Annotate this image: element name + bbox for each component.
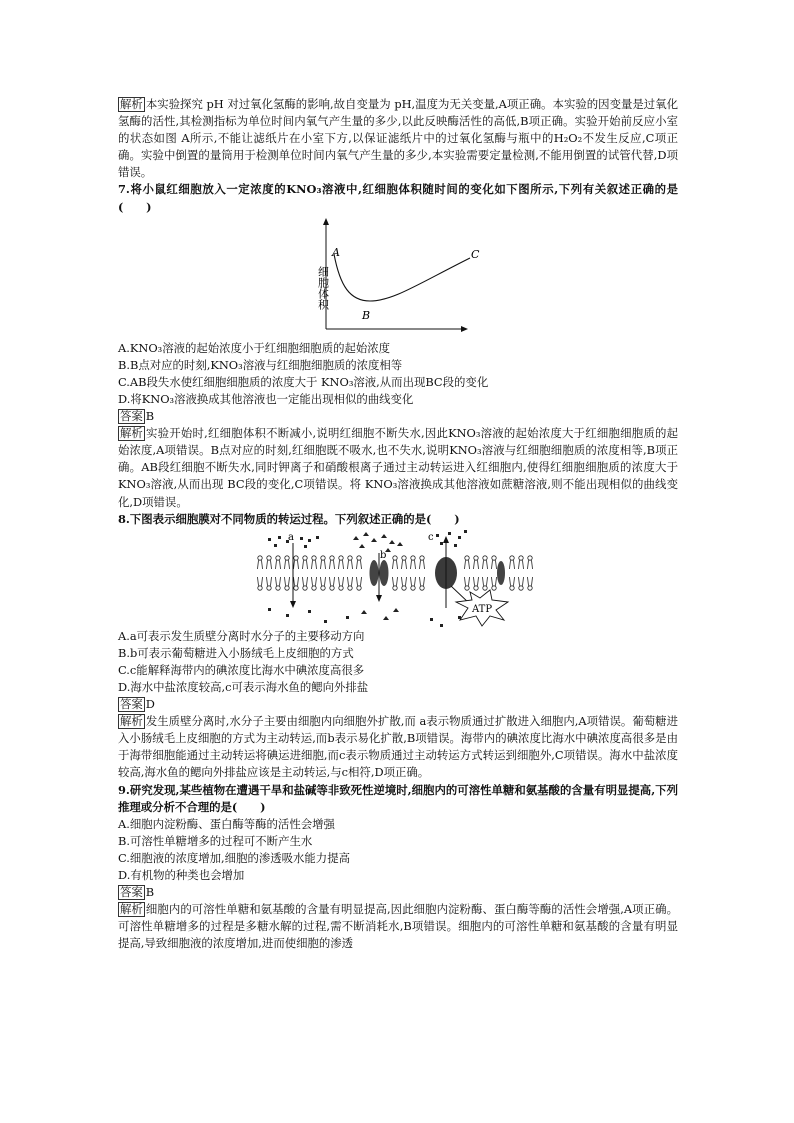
solute-particle xyxy=(448,532,451,535)
lipid-head xyxy=(492,585,496,589)
lipid-head xyxy=(402,585,406,589)
analysis-tag: 解析 xyxy=(120,902,143,917)
solute-particle xyxy=(274,544,277,547)
solute-particle xyxy=(430,618,433,621)
q9-answer xyxy=(118,884,678,901)
q8-answer xyxy=(118,696,678,713)
x-axis-arrow xyxy=(461,326,468,332)
solute-particle xyxy=(278,536,281,539)
lipid-tail xyxy=(276,560,281,569)
lipid-head xyxy=(339,555,343,559)
lipid-head xyxy=(321,555,325,559)
channel-protein-right xyxy=(380,560,389,586)
lipid-head xyxy=(519,555,523,559)
lipid-head xyxy=(411,585,415,589)
q8-stem: 8.下图表示细胞膜对不同物质的转运过程。下列叙述正确的是( ) xyxy=(118,511,460,526)
q6-analysis xyxy=(118,96,678,181)
lipid-head xyxy=(528,555,532,559)
channel-protein-left xyxy=(370,560,379,586)
q8-option-a: A.a可表示发生质壁分离时水分子的主要移动方向 xyxy=(118,628,365,643)
q9-option-b: B.可溶性单糖增多的过程可不断产生水 xyxy=(118,833,313,848)
lipid-tail xyxy=(402,577,407,586)
analysis-text: 本实验探究 pH 对过氧化氢酶的影响,故自变量为 pH,温度为无关变量,A项正确。本实验的因变量是过氧化氢酶的活性,其检测指标为单位时间内氧气产生量的多少,以此反映酶活性的高低,B项正确。实验开始前反应小室的状态如图 A所示,不能让滤纸片在小室下方,以保证滤纸片中的过氧化氢酶与瓶中的H₂O₂不发生反应,C项正确。实验中倒置的量筒用于检测单位时间内氧气产生量的多少,本实验需要定量检测,不能用倒置的试管代替,D项错误。 xyxy=(118,97,678,180)
analysis-text: 实验开始时,红细胞体积不断减小,说明红细胞不断失水,因此KNO₃溶液的起始浓度大于红细胞细胞质的起始浓度,A项错误。B点对应的时刻,红细胞既不吸水,也不失水,说明KNO₃溶液与红细胞细胞质的浓度相等,B项正确。AB段红细胞不断失水,同时钾离子和硝酸根离子通过主动转运进入红细胞内,使得红细胞细胞质的浓度大于 KNO₃溶液,从而出现 BC段的变化,C项错误。将 KNO₃溶液换成其他溶液如蔗糖溶液,则不能出现相似的曲线变化,D项错误。 xyxy=(118,426,678,509)
lipid-tail xyxy=(510,560,515,569)
membrane-svg xyxy=(118,528,678,628)
pump-protein xyxy=(497,561,505,585)
analysis-tag: 解析 xyxy=(120,97,143,111)
solute-triangle xyxy=(371,538,377,542)
lipid-head xyxy=(411,555,415,559)
lipid-tail xyxy=(393,560,398,569)
lipid-tail xyxy=(465,577,470,586)
solute-particle xyxy=(316,536,319,539)
lipid-head xyxy=(330,555,334,559)
lipid-head xyxy=(492,555,496,559)
lipid-head xyxy=(483,585,487,589)
graph-svg xyxy=(118,216,678,332)
lipid-head xyxy=(465,585,469,589)
lipid-head xyxy=(303,555,307,559)
q9-option-d: D.有机物的种类也会增加 xyxy=(118,868,245,882)
lipid-head xyxy=(510,555,514,559)
lipid-head xyxy=(357,555,361,559)
lipid-head xyxy=(285,585,289,589)
solute-particle xyxy=(440,542,443,545)
lipid-head xyxy=(510,585,514,589)
lipid-head xyxy=(348,555,352,559)
lipid-tail xyxy=(267,577,272,586)
q7-answer xyxy=(118,408,678,425)
lipid-tail xyxy=(357,560,362,569)
solute-triangle xyxy=(393,608,399,612)
q7-stem: 7.将小鼠红细胞放入一定浓度的KNO₃溶液中,红细胞体积随时间的变化如下图所示,下列有关叙述正确的是( ) xyxy=(118,182,678,214)
solute-particle xyxy=(268,608,271,611)
solute-triangle xyxy=(353,536,359,540)
lipid-tail xyxy=(312,560,317,569)
lipid-head xyxy=(276,555,280,559)
lipid-tail xyxy=(267,560,272,569)
lipid-head xyxy=(267,585,271,589)
solute-particle xyxy=(436,534,439,537)
lipid-tail xyxy=(276,577,281,586)
solute-particle xyxy=(304,545,307,548)
lipid-tail xyxy=(483,560,488,569)
q9-stem: 9.研究发现,某些植物在遭遇干旱和盐碱等非致死性逆境时,细胞内的可溶性单糖和氨基酸的含量有明显提高,下列推理或分析不合理的是( ) xyxy=(118,782,678,814)
lipid-head xyxy=(285,555,289,559)
lipid-head xyxy=(258,555,262,559)
lipid-tail xyxy=(402,560,407,569)
arrow-a-head xyxy=(290,601,296,608)
solute-triangle xyxy=(389,540,395,544)
q8-analysis xyxy=(118,713,678,781)
analysis-tag: 解析 xyxy=(120,426,143,441)
lipid-tail xyxy=(303,577,308,586)
lipid-head xyxy=(339,585,343,589)
lipid-tail xyxy=(420,560,425,569)
point-b-label: B xyxy=(362,308,371,322)
lipid-tail xyxy=(330,560,335,569)
solute-triangle xyxy=(397,542,403,546)
lipid-head xyxy=(348,585,352,589)
lipid-head xyxy=(483,555,487,559)
lipid-head xyxy=(276,585,280,589)
q7-option-a: A.KNO₃溶液的起始浓度小于红细胞细胞质的起始浓度 xyxy=(118,340,391,355)
analysis-text: 细胞内的可溶性单糖和氨基酸的含量有明显提高,因此细胞内淀粉酶、蛋白酶等酶的活性会增强,A项正确。可溶性单糖增多的过程是多糖水解的过程,需不断消耗水,B项错误。细胞内的可溶性单糖和氨基酸的含量有明显提高,导致细胞液的浓度增加,进而使细胞的渗透 xyxy=(118,902,678,951)
lipid-head xyxy=(312,585,316,589)
lipid-tail xyxy=(393,577,398,586)
q8-option-b: B.b可表示葡萄糖进入小肠绒毛上皮细胞的方式 xyxy=(118,645,354,660)
lipid-tail xyxy=(420,577,425,586)
solute-particle xyxy=(346,616,349,619)
lipid-tail xyxy=(348,577,353,586)
lipid-head xyxy=(303,585,307,589)
solute-triangle xyxy=(381,534,387,538)
volume-curve xyxy=(334,254,470,301)
lipid-tail xyxy=(258,577,263,586)
document-page xyxy=(118,96,678,952)
lipid-head xyxy=(294,585,298,589)
lipid-tail xyxy=(411,577,416,586)
lipid-tail xyxy=(519,560,524,569)
solute-particle xyxy=(458,536,461,539)
volume-time-graph xyxy=(118,216,678,332)
lipid-tail xyxy=(483,577,488,586)
answer-value: D xyxy=(145,697,155,712)
lipid-head xyxy=(465,555,469,559)
solute-triangle xyxy=(383,616,389,620)
point-c-label: C xyxy=(471,247,480,261)
lipid-tail xyxy=(357,577,362,586)
lipid-tail xyxy=(510,577,515,586)
lipid-head xyxy=(312,555,316,559)
solute-triangle xyxy=(361,610,367,614)
q7-option-b: B.B点对应的时刻,KNO₃溶液与红细胞细胞质的浓度相等 xyxy=(118,357,403,372)
lipid-tail xyxy=(330,577,335,586)
lipid-tail xyxy=(294,577,299,586)
solute-particle xyxy=(308,539,311,542)
lipid-tail xyxy=(348,560,353,569)
solute-particle xyxy=(268,538,271,541)
solute-particle xyxy=(440,624,443,627)
lipid-tail xyxy=(474,560,479,569)
answer-value: B xyxy=(145,409,155,424)
solute-particle xyxy=(464,530,467,533)
lipid-head xyxy=(357,585,361,589)
q7-analysis xyxy=(118,425,678,510)
lipid-tail xyxy=(528,560,533,569)
arrow-c-head xyxy=(443,536,449,543)
answer-value: B xyxy=(145,885,155,900)
lipid-tail xyxy=(492,560,497,569)
lipid-tail xyxy=(294,560,299,569)
lipid-head xyxy=(321,585,325,589)
q9-option-c: C.细胞液的浓度增加,细胞的渗透吸水能力提高 xyxy=(118,850,350,865)
label-c: c xyxy=(428,531,434,543)
q9-option-a: A.细胞内淀粉酶、蛋白酶等酶的活性会增强 xyxy=(118,816,335,831)
lipid-head xyxy=(519,585,523,589)
lipid-tail xyxy=(285,577,290,586)
lipid-head xyxy=(420,585,424,589)
lipid-tail xyxy=(474,577,479,586)
q7-option-c: C.AB段失水使红细胞细胞质的浓度大于 KNO₃溶液,从而出现BC段的变化 xyxy=(118,374,489,389)
lipid-head xyxy=(393,555,397,559)
lipid-tail xyxy=(321,577,326,586)
lipid-tail xyxy=(528,577,533,586)
lipid-tail xyxy=(312,577,317,586)
lipid-head xyxy=(474,555,478,559)
lipid-tail xyxy=(411,560,416,569)
lipid-head xyxy=(267,555,271,559)
membrane-transport-figure xyxy=(118,528,678,628)
answer-tag: 答案 xyxy=(120,697,143,712)
lipid-tail xyxy=(465,560,470,569)
lipid-tail xyxy=(285,560,290,569)
lipid-head xyxy=(393,585,397,589)
lipid-tail xyxy=(258,560,263,569)
solute-triangle xyxy=(363,532,369,536)
solute-particle xyxy=(454,544,457,547)
arrow-b-head xyxy=(376,595,382,602)
solute-triangle xyxy=(359,544,365,548)
answer-tag: 答案 xyxy=(120,409,143,424)
lipid-head xyxy=(258,585,262,589)
analysis-tag: 解析 xyxy=(120,714,143,729)
label-b: b xyxy=(380,549,387,561)
lipid-head xyxy=(474,585,478,589)
lipid-tail xyxy=(303,560,308,569)
analysis-text: 发生质壁分离时,水分子主要由细胞内向细胞外扩散,而 a表示物质通过扩散进入细胞内,A项错误。葡萄糖进入小肠绒毛上皮细胞的方式为主动转运,而b表示易化扩散,B项错误。海带内的碘浓度比海水中碘浓度高很多是由于海带细胞能通过主动转运将碘运进细胞,而c表示物质通过主动转运方式转运到细胞外,C项错误。海水中盐浓度较高,海水鱼的鳃向外排盐应该是主动转运,与c相符,D项正确。 xyxy=(118,714,678,780)
lipid-tail xyxy=(339,560,344,569)
lipid-tail xyxy=(492,577,497,586)
solute-particle xyxy=(308,610,311,613)
q8-option-c: C.c能解释海带内的碘浓度比海水中碘浓度高很多 xyxy=(118,662,365,677)
lipid-head xyxy=(330,585,334,589)
label-a: a xyxy=(288,531,294,543)
lipid-head xyxy=(402,555,406,559)
point-a-label: A xyxy=(332,245,340,259)
atp-label: ATP xyxy=(472,603,493,615)
lipid-head xyxy=(420,555,424,559)
lipid-head xyxy=(294,555,298,559)
lipid-head xyxy=(528,585,532,589)
solute-particle xyxy=(324,620,327,623)
lipid-tail xyxy=(339,577,344,586)
lipid-tail xyxy=(321,560,326,569)
solute-particle xyxy=(286,614,289,617)
answer-tag: 答案 xyxy=(120,885,143,900)
q9-analysis xyxy=(118,901,678,952)
lipid-tail xyxy=(519,577,524,586)
y-axis-arrow xyxy=(323,218,329,225)
solute-particle xyxy=(300,537,303,540)
q8-option-d: D.海水中盐浓度较高,c可表示海水鱼的鳃向外排盐 xyxy=(118,679,369,694)
y-axis-label: 细胞体积 xyxy=(316,265,330,310)
q7-option-d: D.将KNO₃溶液换成其他溶液也一定能出现相似的曲线变化 xyxy=(118,391,414,406)
